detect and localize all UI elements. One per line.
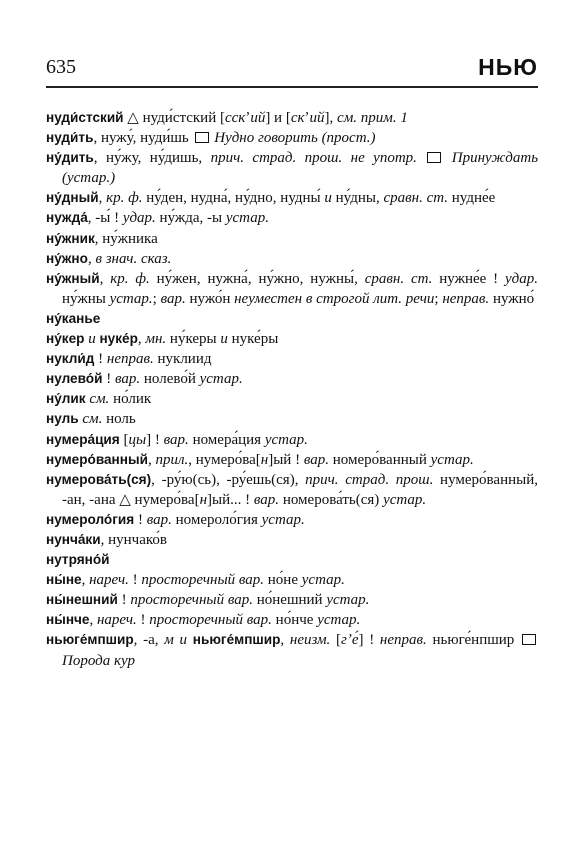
entry-note: цы	[128, 431, 147, 448]
guide-word: НЬЮ	[478, 54, 538, 80]
entry-text: △ нуди́стский [	[123, 110, 225, 126]
entry-note: устар.	[317, 612, 361, 629]
headword: ну́жный	[46, 270, 100, 286]
entry-text: , нумеро́ва[	[188, 451, 261, 468]
entry-note: мн.	[145, 331, 167, 348]
entry-note: и	[220, 331, 228, 348]
entry-note: устар.	[225, 210, 269, 227]
entry-note: просторечный вар.	[141, 572, 265, 589]
dictionary-entry	[46, 590, 538, 610]
entry-text: ]ый !	[268, 451, 304, 468]
entry-text: !	[128, 572, 142, 589]
dictionary-entry	[46, 249, 538, 269]
headword: нуль	[46, 411, 79, 427]
entry-text: ну́дны,	[331, 190, 384, 207]
entry-text: ,	[137, 331, 146, 348]
headword: нукли́д	[46, 351, 95, 367]
entry-note: см.	[82, 411, 103, 428]
entry-note: вар.	[163, 431, 189, 448]
headword: ну́дить	[46, 150, 94, 166]
entry-note: м	[164, 632, 174, 649]
entry-note: кр. ф.	[110, 270, 150, 287]
dictionary-entry	[46, 510, 538, 530]
dictionary-entry	[46, 329, 538, 349]
entry-note: нареч.	[96, 612, 137, 629]
dictionary-entry	[46, 108, 538, 128]
entry-note: сравн. ст.	[383, 190, 448, 207]
headword: ны́нешний	[46, 592, 118, 608]
entry-note: устар.	[430, 451, 474, 468]
headword: нуди́ть	[46, 130, 94, 146]
entry-text: !	[134, 511, 147, 528]
entry-note: неправ.	[106, 351, 154, 368]
entry-text: нудне́е	[448, 190, 496, 207]
entry-text: ну́керы	[166, 331, 221, 348]
dictionary-entry	[46, 148, 538, 188]
entry-text: нужо́н	[185, 290, 235, 307]
entry-note: прич. страд. прош. не употр.	[210, 150, 417, 167]
entry-text: ] !	[146, 431, 164, 448]
entry-text: нуке́ры	[227, 331, 279, 348]
entry-text: номеро́ванный	[329, 451, 431, 468]
entry-text: номерова́ть(ся)	[279, 491, 384, 508]
page-number: 635	[46, 56, 76, 78]
entry-note: Нудно говорить (прост.)	[210, 130, 376, 147]
entry-text: нужне́е !	[432, 270, 506, 287]
entry-text: ] !	[358, 632, 380, 649]
entry-note: устар.	[261, 511, 305, 528]
entry-note: гʼе́	[340, 632, 359, 649]
entry-text: ну́жда, -ы	[155, 210, 226, 227]
entry-note: сск	[224, 110, 246, 126]
dictionary-entry	[46, 409, 538, 429]
dictionary-entry	[46, 630, 538, 670]
dictionary-entry	[46, 550, 538, 570]
entry-note: ий	[309, 110, 325, 126]
entry-text: ,	[81, 572, 90, 589]
header-rule	[46, 86, 538, 88]
entry-text: , -ру́ю(сь), -ру́ешь(ся),	[151, 471, 306, 488]
entry-note: н	[260, 451, 269, 468]
entry-text: ну́жен, нужна́, ну́жно, нужны́,	[149, 270, 365, 287]
entry-text: ,	[280, 632, 290, 649]
entry-note: кр. ф.	[106, 190, 143, 207]
entry-text: номероло́гия	[171, 511, 262, 528]
entry-text: , нунчако́в	[100, 531, 167, 548]
headword: нумера́ция	[46, 431, 120, 447]
entry-note: н	[199, 491, 208, 508]
entry-note: устар.	[326, 592, 370, 609]
headword: нулево́й	[46, 371, 103, 387]
entry-text: ʼ	[245, 110, 251, 126]
entry-text: номера́ция	[188, 431, 265, 448]
square-icon	[522, 634, 536, 645]
headword: ну́дный	[46, 190, 99, 206]
entry-text: ,	[98, 190, 107, 207]
entry-note: см. прим. 1	[337, 110, 408, 126]
page-header	[46, 54, 538, 84]
dictionary-entry	[46, 389, 538, 409]
entry-text: , -ы́ !	[87, 210, 123, 227]
entry-text: ноль	[102, 411, 136, 428]
entry-note: устар.	[383, 491, 427, 508]
entry-note: в знач. сказ.	[95, 250, 172, 267]
entry-note: просторечный вар.	[149, 612, 272, 629]
entry-note: неправ.	[379, 632, 427, 649]
entry-text: , -а,	[133, 632, 165, 649]
dictionary-entry	[46, 309, 538, 329]
headword: ну́кер	[46, 331, 85, 347]
entry-text: нужно́	[489, 290, 535, 307]
entry-note: устар.	[301, 572, 345, 589]
square-icon	[427, 152, 441, 163]
entry-note: и	[179, 632, 188, 649]
dictionary-entry	[46, 570, 538, 590]
headword: ны́не	[46, 572, 82, 588]
entry-note: неизм.	[289, 632, 331, 649]
headword: нуди́стский	[46, 110, 124, 125]
entry-text: ],	[324, 110, 338, 126]
entry-note: см.	[89, 391, 110, 408]
entry-note: просторечный вар.	[130, 592, 253, 609]
dictionary-entry	[46, 128, 538, 148]
entry-text: [	[330, 632, 341, 649]
entry-note: прил.	[155, 451, 189, 468]
entry-text: ,	[99, 270, 111, 287]
entry-note: ий	[250, 110, 266, 126]
entry-text: но́лик	[109, 391, 152, 408]
entry-text: ]ый... !	[207, 491, 254, 508]
entry-note: сравн. ст.	[364, 270, 433, 287]
entry-text: нолево́й	[140, 371, 200, 388]
entry-text: ну́ден, нудна́, ну́дно, нудны́	[142, 190, 325, 207]
entry-note: удар.	[122, 210, 156, 227]
entry-note: и	[88, 331, 96, 348]
dictionary-entry	[46, 188, 538, 208]
headword: ну́жно	[46, 250, 88, 266]
headword: нумерова́ть(ся)	[46, 471, 152, 487]
entry-text: , ну́жника	[94, 230, 158, 247]
headword: нумеро́ванный	[46, 451, 148, 467]
dictionary-entry	[46, 530, 538, 550]
entry-text: но́нешний	[252, 592, 327, 609]
entry-note: нареч.	[89, 572, 129, 589]
entry-text: но́не	[264, 572, 302, 589]
headword: ну́канье	[46, 310, 101, 326]
dictionary-entry	[46, 430, 538, 450]
headword: ньюге́мпшир	[46, 632, 134, 648]
dictionary-entry	[46, 470, 538, 510]
headword: ну́лик	[46, 391, 86, 407]
entry-text: !	[94, 351, 107, 368]
entry-text: ;	[152, 290, 161, 307]
entry-text: ʼ	[304, 110, 310, 126]
entry-text: ;	[434, 290, 443, 307]
entry-text: нумеро́ванный, -ан, -ана △ нумеро́ва[	[62, 471, 538, 508]
entry-text: ,	[147, 451, 156, 468]
dictionary-entry	[46, 349, 538, 369]
dictionary-entry	[46, 450, 538, 470]
dictionary-entry	[46, 269, 538, 309]
entry-note: устар.	[199, 371, 243, 388]
entry-note: прич. страд. прош.	[305, 471, 434, 488]
entry-note: неуместен в строгой лит. речи	[234, 290, 435, 307]
entry-text: ну́жны	[62, 290, 110, 307]
entry-text: , ну́жу, ну́дишь,	[93, 150, 211, 167]
entry-note: вар.	[303, 451, 330, 468]
entry-text: ,	[87, 250, 96, 267]
entry-note: и	[324, 190, 332, 207]
headword: нужда́	[46, 210, 88, 226]
entry-note: ск	[290, 110, 305, 126]
entry-text: !	[117, 592, 131, 609]
entry-text: ньюге́нпшир	[426, 632, 521, 649]
headword: ньюге́мпшир	[192, 632, 281, 648]
entry-text: , нужу́, нуди́шь	[93, 130, 193, 147]
entry-note: вар.	[253, 491, 280, 508]
entry-text: ,	[89, 612, 97, 629]
entry-note: неправ.	[442, 290, 490, 307]
entry-text: !	[136, 612, 150, 629]
entry-text: !	[102, 371, 115, 388]
square-icon	[195, 132, 209, 143]
dictionary-entry	[46, 369, 538, 389]
entry-text: нуклиид	[153, 351, 212, 368]
dictionary-entries	[46, 108, 538, 671]
entry-note: устар.	[264, 431, 308, 448]
entry-text: ] и [	[265, 110, 291, 126]
entry-text: но́нче	[271, 612, 318, 629]
entry-text: [	[119, 431, 129, 448]
headword: ну́жник	[46, 230, 95, 246]
entry-note: Принуждать (устар.)	[62, 150, 539, 187]
headword: ны́нче	[46, 612, 90, 628]
entry-note: вар.	[160, 290, 186, 307]
entry-note: вар.	[114, 371, 141, 388]
headword: нунча́ки	[46, 531, 101, 547]
entry-note: вар.	[146, 511, 172, 528]
headword: нуке́р	[99, 331, 138, 347]
entry-note: устар.	[109, 290, 153, 307]
headword: нумероло́гия	[46, 511, 135, 527]
entry-note: Порода кур	[62, 652, 135, 669]
entry-text	[417, 150, 425, 166]
entry-note: удар.	[505, 270, 538, 287]
headword: нутряно́й	[46, 552, 110, 568]
dictionary-entry	[46, 208, 538, 228]
dictionary-entry	[46, 229, 538, 249]
dictionary-entry	[46, 610, 538, 630]
